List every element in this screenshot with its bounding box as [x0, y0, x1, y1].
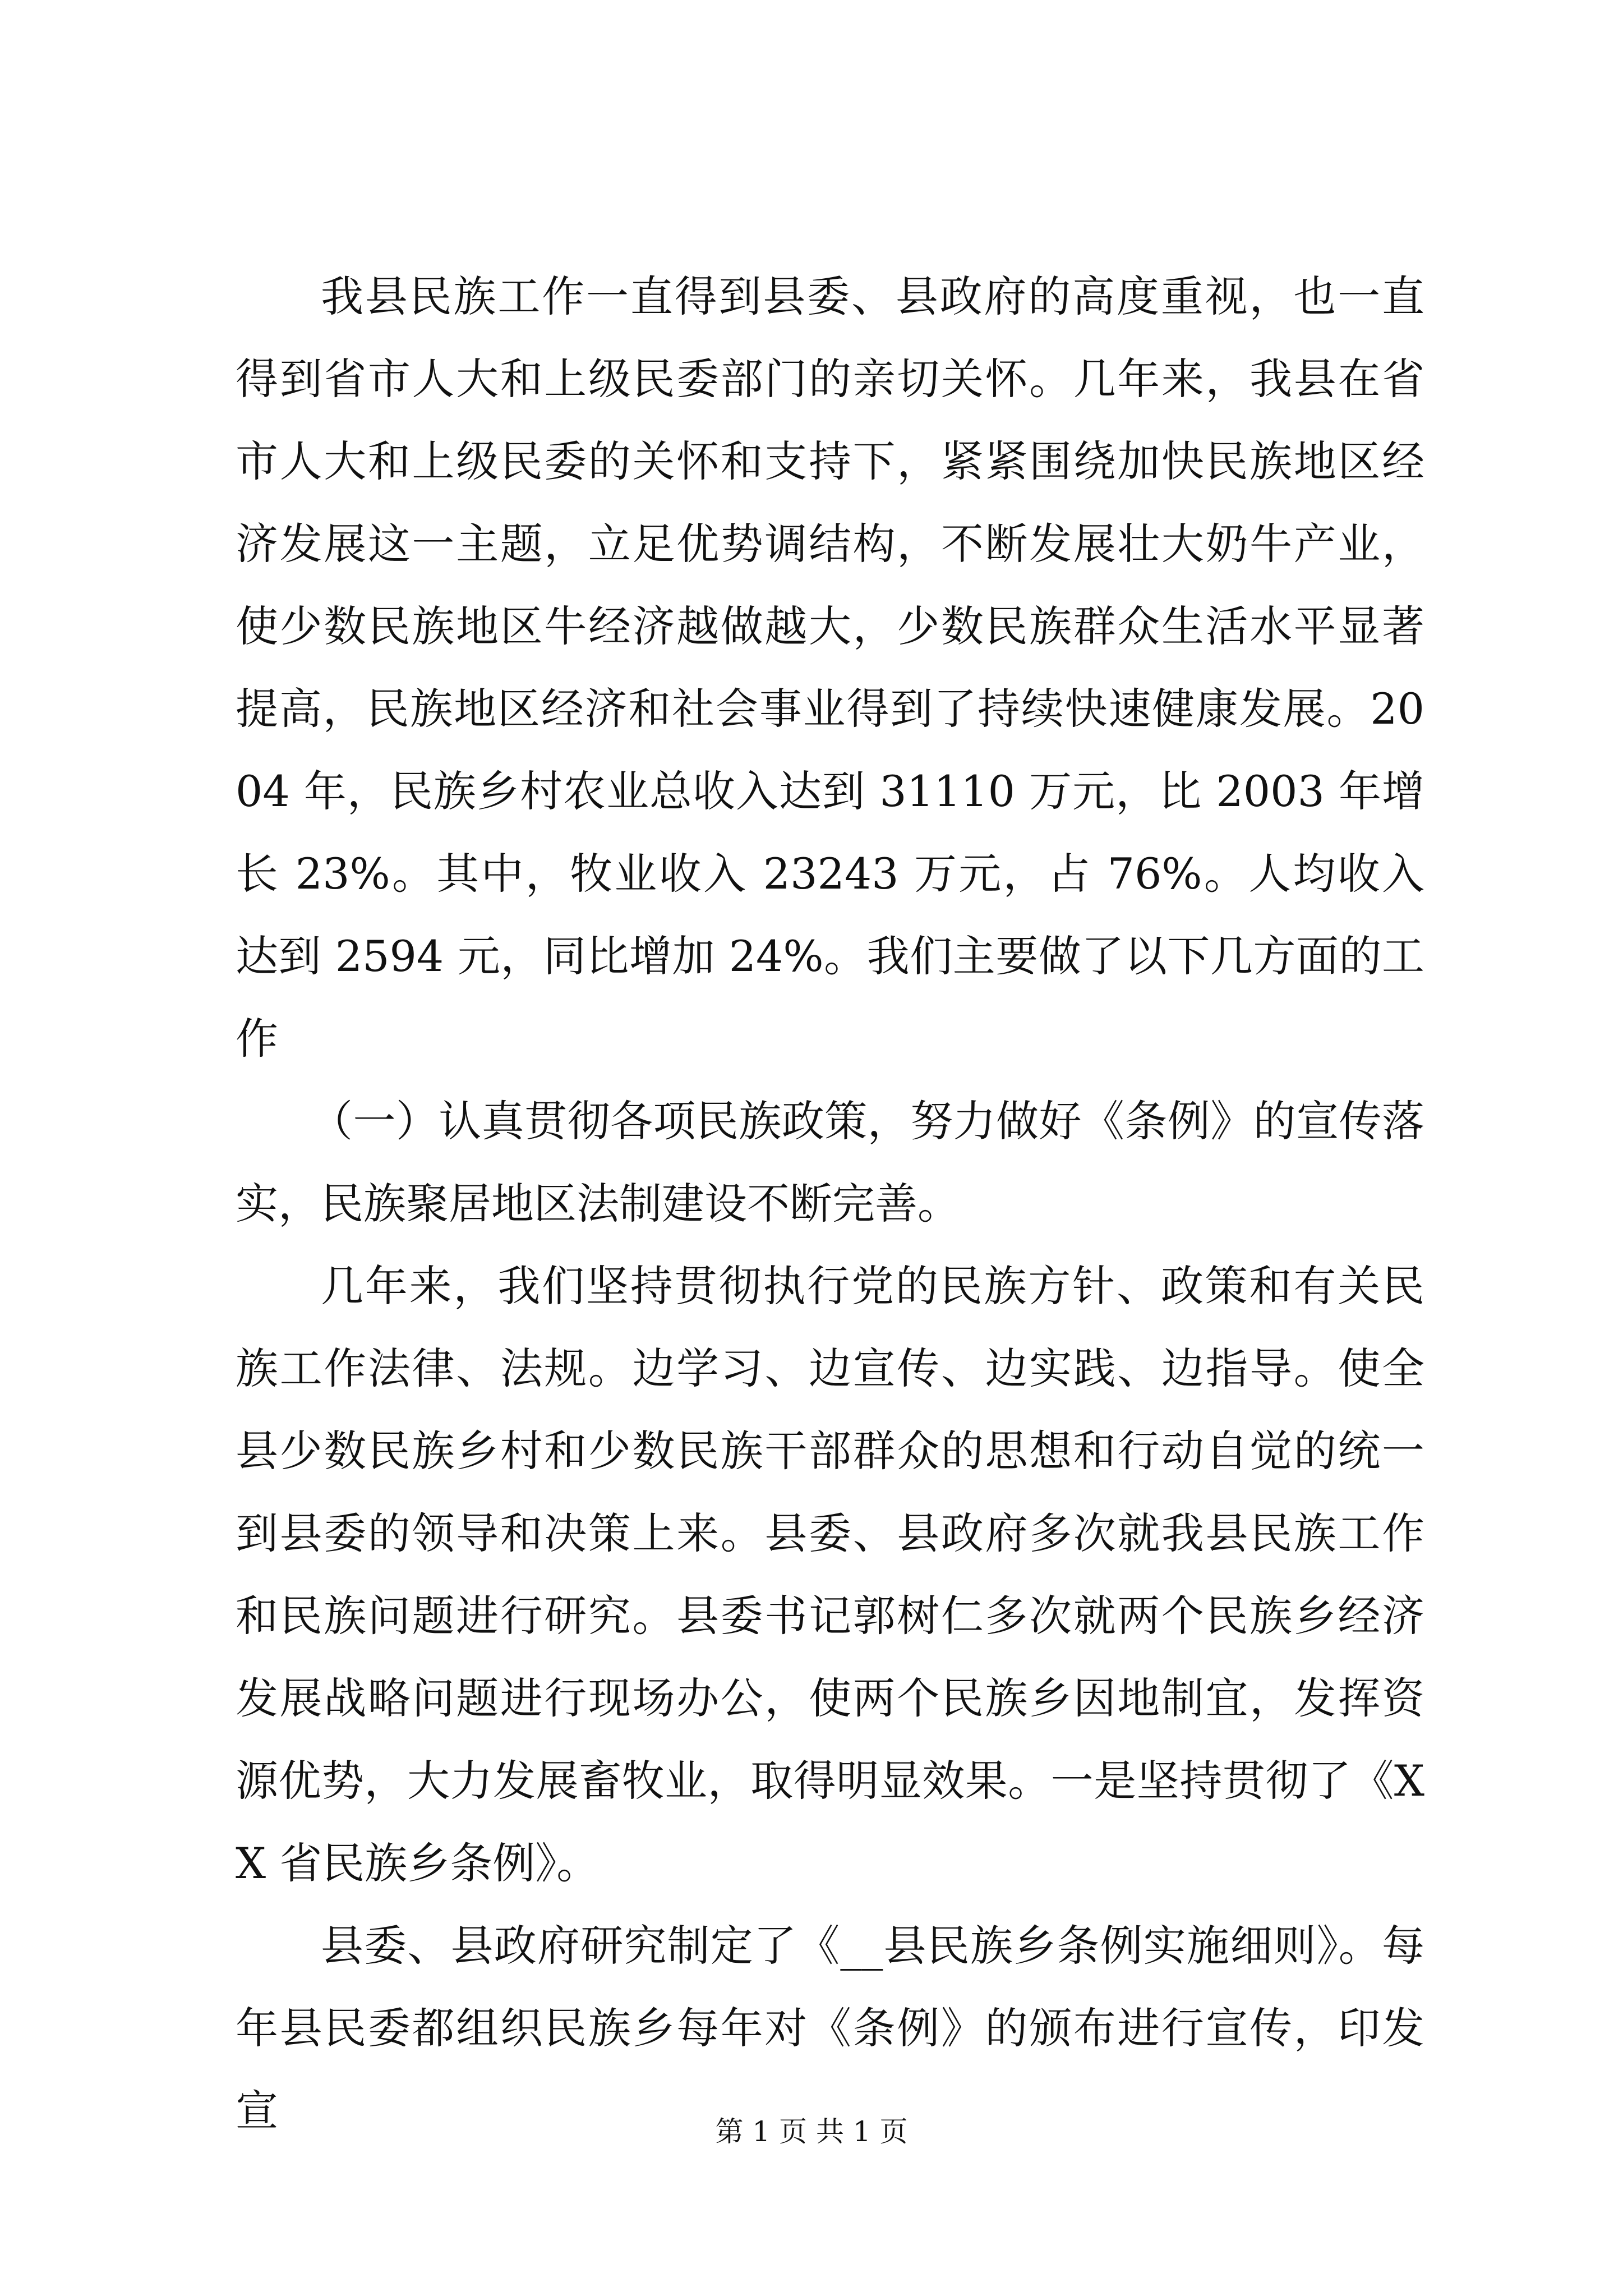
page-footer: 第 1 页 共 1 页 [715, 2115, 908, 2148]
paragraph-policy: 几年来，我们坚持贯彻执行党的民族方针、政策和有关民族工作法律、法规。边学习、边宣传、边实践、边指导。使全县少数民族乡村和少数民族干部群众的思想和行动自觉的统一到县委的领导和决策上来。县委、县政府多次就我县民族工作和民族问题进行研究。县委书记郭树仁多次就两个民族乡经济发展战略问题进行现场办公，使两个民族乡因地制宜，发挥资源优势，大力发展畜牧业，取得明显效果。一是坚持贯彻了《XX 省民族乡条例》。 [236, 1261, 1424, 1888]
section-heading-1: （一）认真贯彻各项民族政策，努力做好《条例》的宣传落实，民族聚居地区法制建设不断完善。 [236, 1096, 1424, 1228]
paragraph-intro: 我县民族工作一直得到县委、县政府的高度重视，也一直得到省市人大和上级民委部门的亲切关怀。几年来，我县在省市人大和上级民委的关怀和支持下，紧紧围绕加快民族地区经济发展这一主题，立足优势调结构，不断发展壮大奶牛产业，使少数民族地区牛经济越做越大，少数民族群众生活水平显著提高，民族地区经济和社会事业得到了持续快速健康发展。2004 年，民族乡村农业总收入达到 31110 万元，比 2003 年增长 23%。其中，牧业收入 23243 万元，占 76%。人均收入达到 2594 元，同比增加 24%。我们主要做了以下几方面的工作 [236, 272, 1424, 1064]
paragraph-regulation: 县委、县政府研究制定了《__县民族乡条例实施细则》。每年县民委都组织民族乡每年对《条例》的颁布进行宣传，印发宣 [236, 1921, 1424, 2136]
document-body [236, 255, 1424, 2152]
